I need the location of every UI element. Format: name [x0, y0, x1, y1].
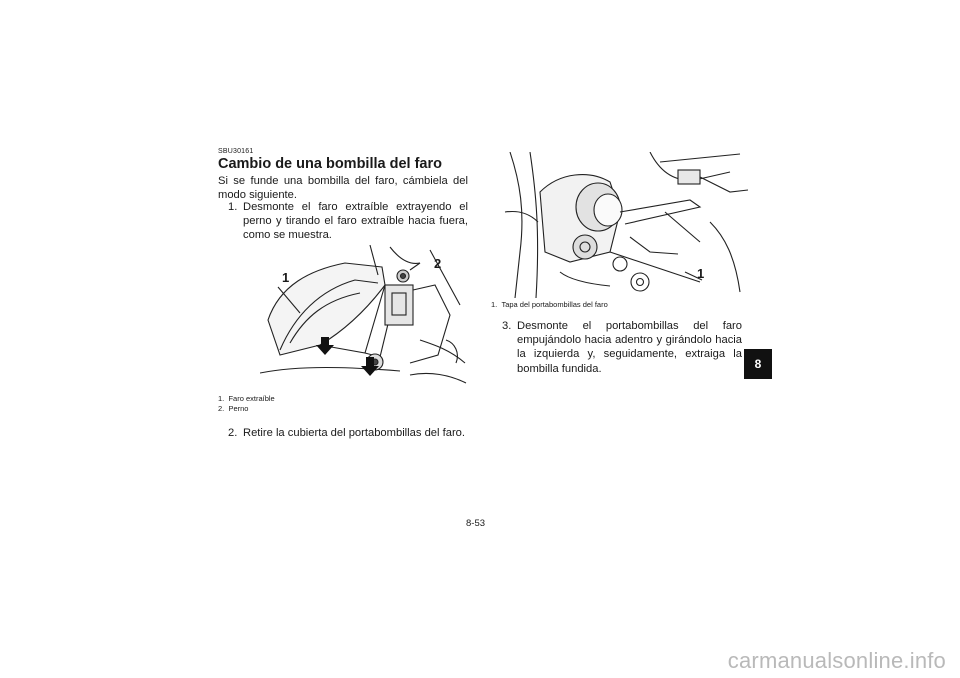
figure2-captions	[491, 300, 608, 310]
page-number: 8-53	[466, 518, 486, 529]
callout-1: 1	[282, 270, 290, 285]
step-text: Retire la cubierta del portabombillas del faro.	[243, 427, 466, 439]
figure-bulb-holder-cover	[500, 152, 750, 298]
caption-2: 2. Perno	[218, 404, 249, 413]
step-text: Desmonte el portabombillas del faro empujándolo hacia adentro y girándolo hacia la izquierda y, seguidamente, extraiga la bombilla fundida.	[517, 320, 742, 375]
figure1-captions	[218, 394, 275, 414]
watermark: carmanualsonline.info	[727, 648, 946, 673]
step-text: Desmonte el faro extraíble extrayendo el perno y tirando el faro extraíble hacia fuera, como se muestra.	[243, 201, 468, 242]
intro-paragraph: Si se funde una bombilla del faro, cámbiela del modo siguiente.	[218, 175, 468, 202]
callout-2: 2	[434, 256, 442, 271]
page-title: Cambio de una bombilla del faro	[218, 156, 442, 172]
caption-1: 1. Faro extraíble	[218, 394, 275, 403]
step-number: 1.	[228, 201, 238, 213]
section-code: SBU30161	[218, 148, 254, 155]
caption-1: 1. Tapa del portabombillas del faro	[491, 300, 608, 309]
callout-1: 1	[697, 266, 705, 281]
step-3	[502, 319, 742, 376]
step-number: 3.	[502, 320, 512, 332]
step-number: 2.	[228, 427, 238, 439]
step-2	[228, 426, 478, 440]
chapter-tab: 8	[744, 349, 772, 379]
step-1	[228, 200, 468, 243]
